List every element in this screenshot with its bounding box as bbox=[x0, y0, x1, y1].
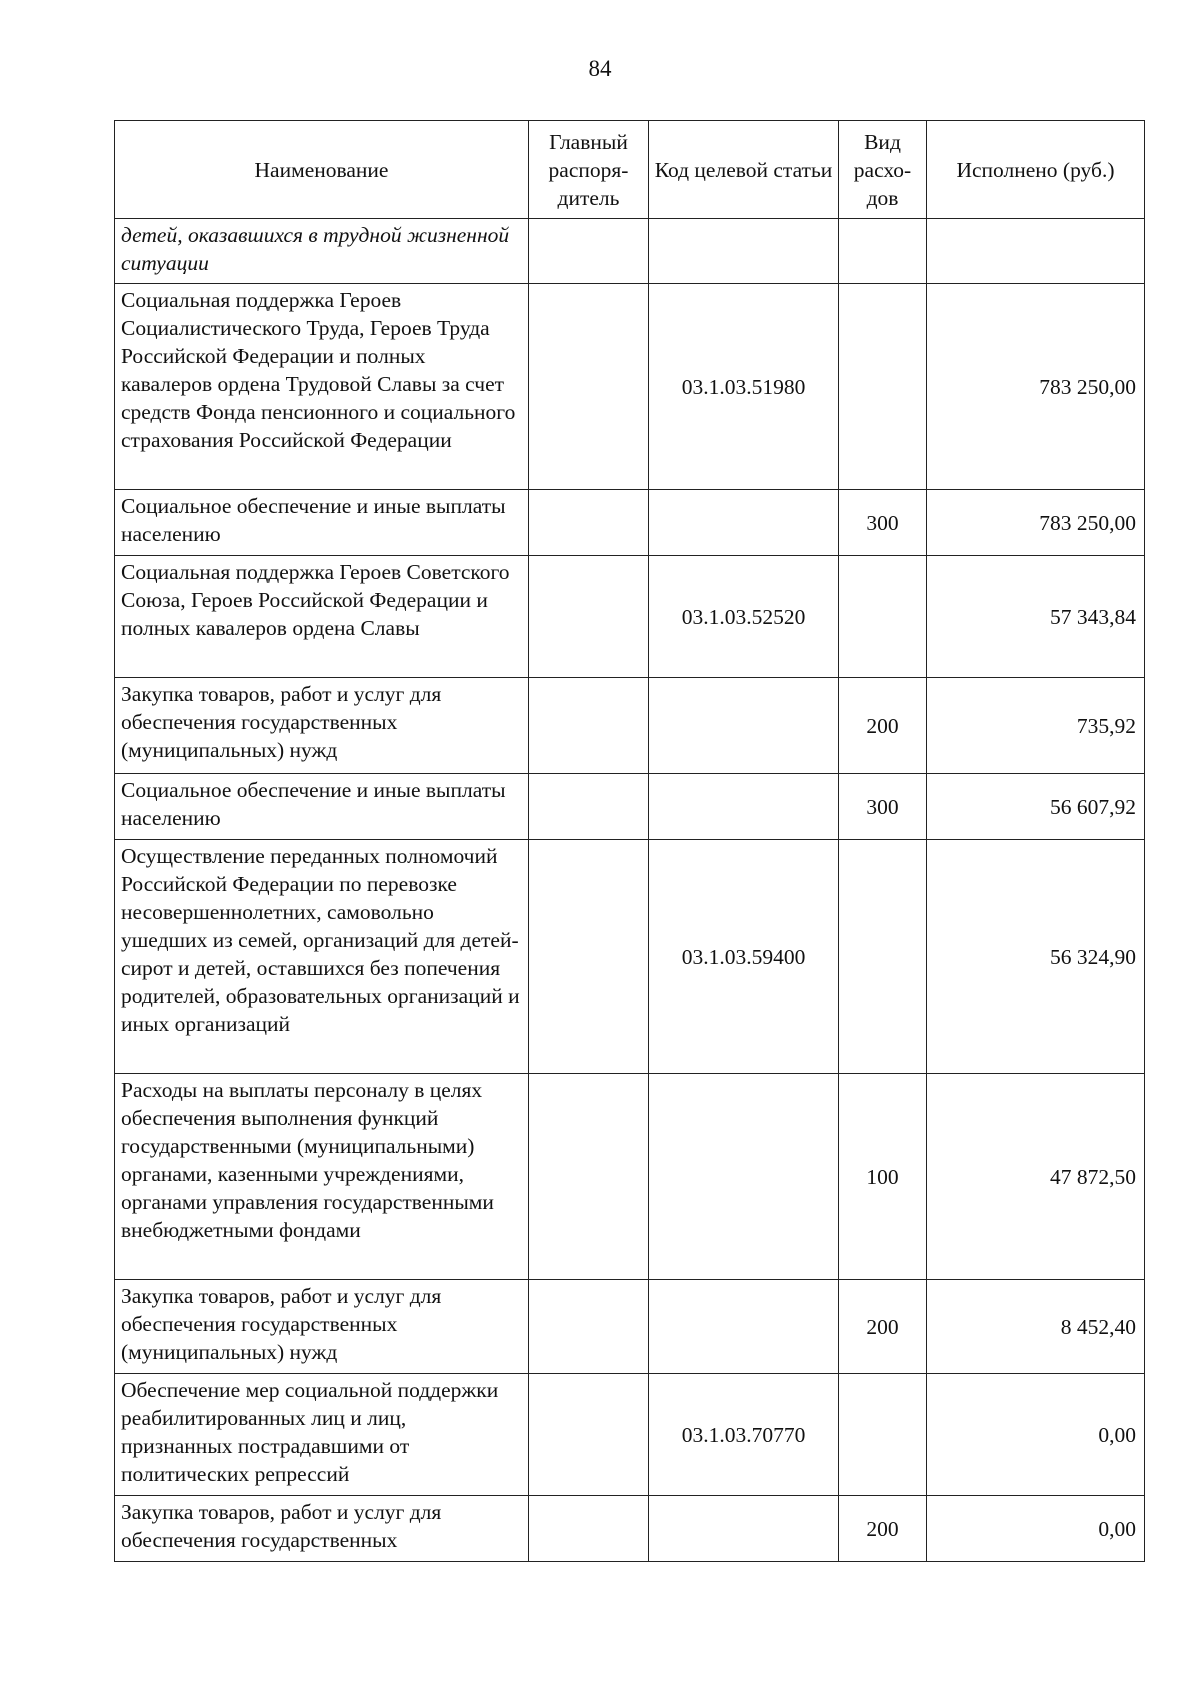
row-amount: 0,00 bbox=[927, 1374, 1145, 1496]
header-chief-manager: Главный распоря-дитель bbox=[529, 121, 649, 219]
row-type: 300 bbox=[839, 490, 927, 556]
row-amount: 8 452,40 bbox=[927, 1280, 1145, 1374]
row-type: 200 bbox=[839, 1280, 927, 1374]
row-amount: 56 324,90 bbox=[927, 840, 1145, 1074]
row-type bbox=[839, 840, 927, 1074]
table-row bbox=[115, 774, 1145, 840]
page-number: 84 bbox=[588, 56, 612, 81]
row-name: Расходы на выплаты персоналу в целях обеспечения выполнения функций государственными (муниципальными) органами, казенными учреждениями, органами управления государственными внебюджетными фондами bbox=[115, 1074, 529, 1280]
table-row bbox=[115, 490, 1145, 556]
row-code bbox=[649, 490, 839, 556]
table-row bbox=[115, 1374, 1145, 1496]
row-chief-manager bbox=[529, 1496, 649, 1562]
table-row bbox=[115, 1074, 1145, 1280]
row-chief-manager bbox=[529, 1074, 649, 1280]
row-code bbox=[649, 1280, 839, 1374]
row-name: Социальное обеспечение и иные выплаты населению bbox=[115, 774, 529, 840]
row-type bbox=[839, 556, 927, 678]
row-code: 03.1.03.52520 bbox=[649, 556, 839, 678]
row-amount bbox=[927, 219, 1145, 284]
row-chief-manager bbox=[529, 840, 649, 1074]
table-row bbox=[115, 219, 1145, 284]
row-code bbox=[649, 774, 839, 840]
header-name: Наименование bbox=[115, 121, 529, 219]
table-row bbox=[115, 1496, 1145, 1562]
row-chief-manager bbox=[529, 1374, 649, 1496]
row-amount: 783 250,00 bbox=[927, 490, 1145, 556]
row-code: 03.1.03.51980 bbox=[649, 284, 839, 490]
row-amount: 56 607,92 bbox=[927, 774, 1145, 840]
row-amount: 47 872,50 bbox=[927, 1074, 1145, 1280]
header-executed: Исполнено (руб.) bbox=[927, 121, 1145, 219]
table-row bbox=[115, 284, 1145, 490]
row-type bbox=[839, 1374, 927, 1496]
row-code: 03.1.03.59400 bbox=[649, 840, 839, 1074]
row-code bbox=[649, 678, 839, 774]
table-row bbox=[115, 678, 1145, 774]
row-chief-manager bbox=[529, 284, 649, 490]
header-expense-type: Вид расхо-дов bbox=[839, 121, 927, 219]
table-row bbox=[115, 840, 1145, 1074]
table-row bbox=[115, 556, 1145, 678]
row-name: Осуществление переданных полномочий Российской Федерации по перевозке несовершеннолетних, самовольно ушедших из семей, организаций для детей-сирот и детей, оставшихся без попечения родителей, образовательных организаций и иных организаций bbox=[115, 840, 529, 1074]
table-header-row bbox=[115, 121, 1145, 219]
row-code: 03.1.03.70770 bbox=[649, 1374, 839, 1496]
row-type: 200 bbox=[839, 678, 927, 774]
row-amount: 0,00 bbox=[927, 1496, 1145, 1562]
row-name: Обеспечение мер социальной поддержки реабилитированных лиц и лиц, признанных пострадавшими от политических репрессий bbox=[115, 1374, 529, 1496]
row-chief-manager bbox=[529, 556, 649, 678]
row-name: Закупка товаров, работ и услуг для обеспечения государственных (муниципальных) нужд bbox=[115, 678, 529, 774]
row-chief-manager bbox=[529, 678, 649, 774]
row-amount: 735,92 bbox=[927, 678, 1145, 774]
row-chief-manager bbox=[529, 490, 649, 556]
header-target-code: Код целевой статьи bbox=[649, 121, 839, 219]
row-name: детей, оказавшихся в трудной жизненной ситуации bbox=[115, 219, 529, 284]
row-name: Социальное обеспечение и иные выплаты населению bbox=[115, 490, 529, 556]
row-name: Социальная поддержка Героев Советского Союза, Героев Российской Федерации и полных кавалеров ордена Славы bbox=[115, 556, 529, 678]
row-name: Закупка товаров, работ и услуг для обеспечения государственных (муниципальных) нужд bbox=[115, 1280, 529, 1374]
row-name: Закупка товаров, работ и услуг для обеспечения государственных bbox=[115, 1496, 529, 1562]
row-chief-manager bbox=[529, 1280, 649, 1374]
row-code bbox=[649, 219, 839, 284]
row-chief-manager bbox=[529, 774, 649, 840]
row-type: 200 bbox=[839, 1496, 927, 1562]
row-type: 100 bbox=[839, 1074, 927, 1280]
row-type bbox=[839, 219, 927, 284]
row-amount: 57 343,84 bbox=[927, 556, 1145, 678]
row-amount: 783 250,00 bbox=[927, 284, 1145, 490]
row-chief-manager bbox=[529, 219, 649, 284]
budget-execution-table bbox=[114, 120, 1145, 1562]
row-name: Социальная поддержка Героев Социалистического Труда, Героев Труда Российской Федерации и полных кавалеров ордена Трудовой Славы за счет средств Фонда пенсионного и социального страхования Российской Федерации bbox=[115, 284, 529, 490]
row-type: 300 bbox=[839, 774, 927, 840]
table-row bbox=[115, 1280, 1145, 1374]
row-type bbox=[839, 284, 927, 490]
row-code bbox=[649, 1074, 839, 1280]
row-code bbox=[649, 1496, 839, 1562]
